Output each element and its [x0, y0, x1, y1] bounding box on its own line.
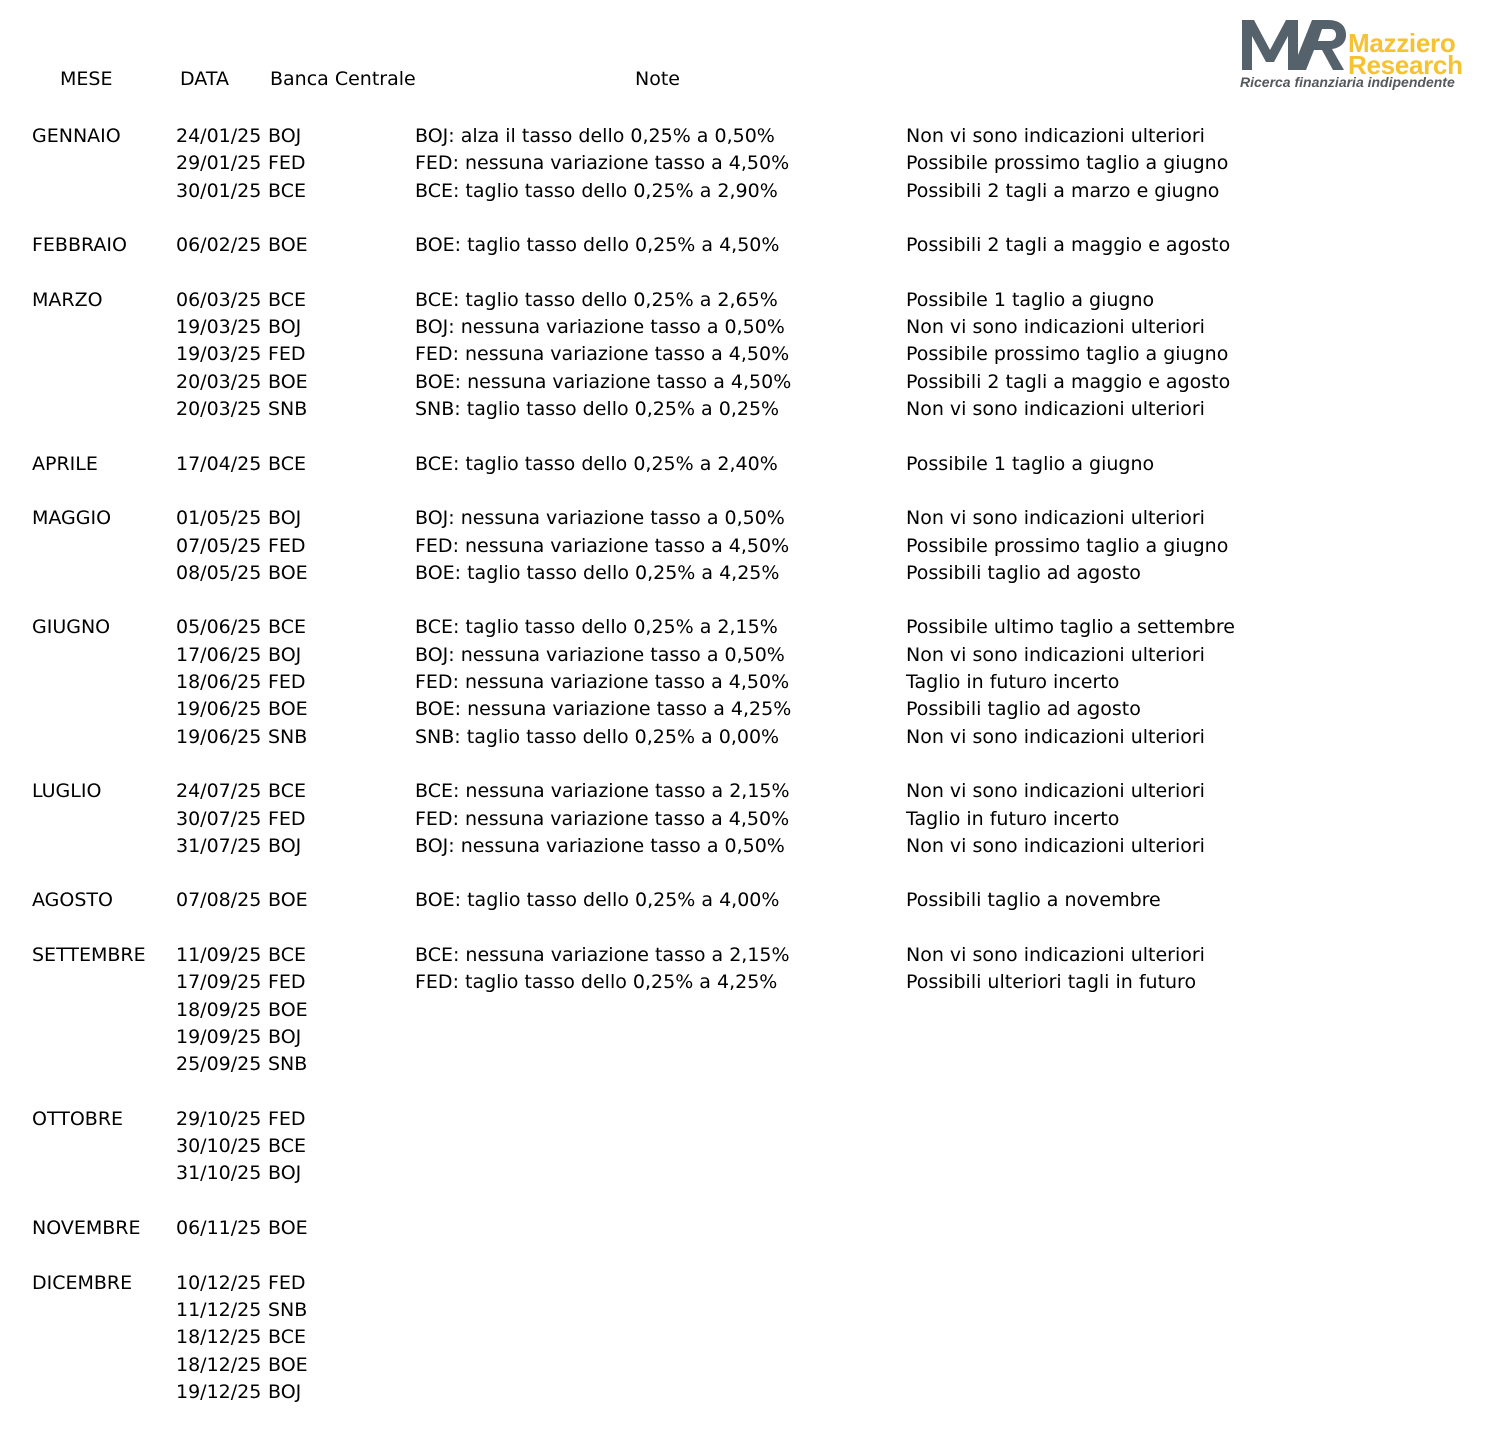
row-date: 18/12/25 — [176, 1326, 262, 1349]
row-date: 17/09/25 — [176, 971, 262, 994]
table-row — [0, 505, 1490, 532]
row-month: AGOSTO — [32, 889, 113, 912]
row-bank: BCE — [268, 1326, 306, 1349]
header-bank: Banca Centrale — [270, 68, 416, 90]
row-bank: FED — [268, 152, 306, 175]
table-row — [0, 150, 1490, 177]
row-outlook: Taglio in futuro incerto — [906, 671, 1120, 693]
row-bank: BCE — [268, 288, 306, 311]
row-note: BOE: nessuna variazione tasso a 4,50% — [415, 370, 792, 393]
row-bank: BOJ — [268, 643, 302, 666]
row-outlook: Taglio in futuro incerto — [906, 807, 1120, 830]
row-bank: BCE — [268, 1135, 306, 1158]
table-header — [0, 68, 1490, 96]
table-row — [0, 887, 1490, 914]
row-outlook: Non vi sono indicazioni ulteriori — [906, 643, 1205, 666]
row-date: 19/03/25 — [176, 316, 262, 339]
table-row — [0, 669, 1490, 696]
row-bank: BCE — [268, 616, 306, 639]
row-note: SNB: taglio tasso dello 0,25% a 0,00% — [415, 725, 780, 748]
header-date: DATA — [180, 68, 229, 90]
row-note: FED: nessuna variazione tasso a 4,50% — [415, 534, 790, 557]
table-row — [0, 1051, 1490, 1078]
row-outlook: Non vi sono indicazioni ulteriori — [906, 944, 1205, 966]
row-date: 06/02/25 — [176, 234, 262, 257]
table-row — [0, 942, 1490, 969]
row-month: LUGLIO — [32, 780, 102, 803]
row-note: BOJ: nessuna variazione tasso a 0,50% — [415, 507, 785, 530]
row-outlook: Possibili taglio ad agosto — [906, 561, 1141, 584]
row-bank: BOE — [268, 1353, 308, 1376]
row-note: BOJ: nessuna variazione tasso a 0,50% — [415, 643, 785, 666]
table-row — [0, 969, 1490, 996]
row-outlook: Non vi sono indicazioni ulteriori — [906, 316, 1205, 339]
row-date: 01/05/25 — [176, 507, 262, 530]
row-date: 05/06/25 — [176, 616, 262, 639]
table-row — [0, 1106, 1490, 1133]
row-bank: SNB — [268, 1298, 308, 1321]
row-bank: BOJ — [268, 1025, 302, 1048]
row-note: FED: nessuna variazione tasso a 4,50% — [415, 152, 790, 175]
row-date: 11/09/25 — [176, 944, 262, 966]
row-note: BOE: taglio tasso dello 0,25% a 4,50% — [415, 234, 780, 257]
row-date: 31/10/25 — [176, 1162, 262, 1185]
row-date: 18/12/25 — [176, 1353, 262, 1376]
row-bank: BOJ — [268, 125, 302, 147]
row-outlook: Non vi sono indicazioni ulteriori — [906, 398, 1205, 420]
row-date: 18/09/25 — [176, 998, 262, 1021]
table-row — [0, 833, 1490, 860]
row-note: FED: nessuna variazione tasso a 4,50% — [415, 671, 790, 693]
row-date: 29/01/25 — [176, 152, 262, 175]
row-date: 19/09/25 — [176, 1025, 262, 1048]
row-note: BCE: taglio tasso dello 0,25% a 2,40% — [415, 452, 778, 475]
row-note: BCE: nessuna variazione tasso a 2,15% — [415, 944, 790, 966]
row-bank: BOJ — [268, 316, 302, 339]
row-bank: BCE — [268, 944, 306, 966]
row-date: 18/06/25 — [176, 671, 262, 693]
row-date: 19/12/25 — [176, 1380, 262, 1403]
row-note: BOJ: nessuna variazione tasso a 0,50% — [415, 316, 785, 339]
row-outlook: Possibili 2 tagli a maggio e agosto — [906, 370, 1231, 393]
row-date: 20/03/25 — [176, 370, 262, 393]
row-date: 30/10/25 — [176, 1135, 262, 1158]
row-date: 06/03/25 — [176, 288, 262, 311]
row-note: SNB: taglio tasso dello 0,25% a 0,25% — [415, 398, 780, 420]
row-month: DICEMBRE — [32, 1271, 133, 1294]
table-row — [0, 642, 1490, 669]
row-date: 24/01/25 — [176, 125, 262, 147]
row-bank: BOE — [268, 561, 308, 584]
row-bank: FED — [268, 1107, 306, 1130]
table-row — [0, 696, 1490, 723]
row-bank: FED — [268, 534, 306, 557]
row-note: FED: taglio tasso dello 0,25% a 4,25% — [415, 971, 778, 994]
table-row — [0, 396, 1490, 423]
row-date: 19/06/25 — [176, 725, 262, 748]
row-date: 17/06/25 — [176, 643, 262, 666]
row-outlook: Possibili 2 tagli a maggio e agosto — [906, 234, 1231, 257]
table-row — [0, 1160, 1490, 1187]
table-row — [0, 533, 1490, 560]
row-date: 10/12/25 — [176, 1271, 262, 1294]
row-month: GENNAIO — [32, 125, 121, 147]
row-date: 07/05/25 — [176, 534, 262, 557]
table-row — [0, 724, 1490, 751]
table-row — [0, 1270, 1490, 1297]
row-date: 24/07/25 — [176, 780, 262, 803]
row-date: 19/03/25 — [176, 343, 262, 366]
row-date: 06/11/25 — [176, 1217, 262, 1239]
row-note: FED: nessuna variazione tasso a 4,50% — [415, 807, 790, 830]
row-bank: FED — [268, 1271, 306, 1294]
row-bank: BOE — [268, 1217, 308, 1239]
row-month: MARZO — [32, 288, 103, 311]
row-note: BOE: taglio tasso dello 0,25% a 4,00% — [415, 889, 780, 912]
table-row — [0, 1133, 1490, 1160]
row-date: 30/01/25 — [176, 179, 262, 202]
row-bank: BOJ — [268, 1162, 302, 1185]
row-outlook: Possibile 1 taglio a giugno — [906, 288, 1155, 311]
row-note: BCE: taglio tasso dello 0,25% a 2,90% — [415, 179, 778, 202]
row-bank: FED — [268, 343, 306, 366]
row-month: FEBBRAIO — [32, 234, 127, 257]
logo-tagline: Ricerca finanziaria indipendente — [1240, 74, 1455, 90]
row-month: SETTEMBRE — [32, 944, 146, 966]
row-bank: BOE — [268, 889, 308, 912]
header-note: Note — [635, 68, 680, 90]
row-note: BCE: taglio tasso dello 0,25% a 2,65% — [415, 288, 778, 311]
row-outlook: Non vi sono indicazioni ulteriori — [906, 834, 1205, 857]
table-row — [0, 778, 1490, 805]
row-outlook: Possibile ultimo taglio a settembre — [906, 616, 1235, 639]
row-outlook: Possibile prossimo taglio a giugno — [906, 343, 1229, 366]
table-row — [0, 1297, 1490, 1324]
row-date: 17/04/25 — [176, 452, 262, 475]
row-date: 29/10/25 — [176, 1107, 262, 1130]
logo-word-research: Research — [1348, 50, 1463, 80]
table-row — [0, 1024, 1490, 1051]
table-row — [0, 997, 1490, 1024]
row-outlook: Possibile prossimo taglio a giugno — [906, 152, 1229, 175]
row-date: 31/07/25 — [176, 834, 262, 857]
row-date: 25/09/25 — [176, 1053, 262, 1076]
table-row — [0, 560, 1490, 587]
row-bank: BOE — [268, 698, 308, 721]
mr-monogram-icon — [1240, 14, 1348, 72]
row-bank: SNB — [268, 398, 308, 420]
row-outlook: Possibili ulteriori tagli in futuro — [906, 971, 1197, 994]
row-month: OTTOBRE — [32, 1107, 124, 1130]
table-row — [0, 1215, 1490, 1242]
table-row — [0, 614, 1490, 641]
row-bank: BOJ — [268, 834, 302, 857]
row-month: GIUGNO — [32, 616, 111, 639]
table-row — [0, 314, 1490, 341]
row-date: 19/06/25 — [176, 698, 262, 721]
row-date: 08/05/25 — [176, 561, 262, 584]
row-month: NOVEMBRE — [32, 1217, 141, 1239]
table-row — [0, 806, 1490, 833]
row-outlook: Possibili 2 tagli a marzo e giugno — [906, 179, 1220, 202]
row-bank: FED — [268, 971, 306, 994]
row-bank: BOE — [268, 998, 308, 1021]
table-row — [0, 369, 1490, 396]
table-row — [0, 341, 1490, 368]
row-note: FED: nessuna variazione tasso a 4,50% — [415, 343, 790, 366]
row-bank: BCE — [268, 179, 306, 202]
row-outlook: Possibile prossimo taglio a giugno — [906, 534, 1229, 557]
row-note: BOE: nessuna variazione tasso a 4,25% — [415, 698, 792, 721]
table-row — [0, 1352, 1490, 1379]
row-month: MAGGIO — [32, 507, 112, 530]
row-bank: FED — [268, 807, 306, 830]
row-outlook: Non vi sono indicazioni ulteriori — [906, 780, 1205, 803]
row-bank: SNB — [268, 725, 308, 748]
table-row — [0, 451, 1490, 478]
row-outlook: Non vi sono indicazioni ulteriori — [906, 725, 1205, 748]
row-outlook: Possibili taglio ad agosto — [906, 698, 1141, 721]
table-row — [0, 1379, 1490, 1406]
row-note: BCE: taglio tasso dello 0,25% a 2,15% — [415, 616, 778, 639]
row-date: 20/03/25 — [176, 398, 262, 420]
row-bank: BCE — [268, 780, 306, 803]
row-note: BOE: taglio tasso dello 0,25% a 4,25% — [415, 561, 780, 584]
row-note: BOJ: nessuna variazione tasso a 0,50% — [415, 834, 785, 857]
header-month: MESE — [60, 68, 113, 90]
row-outlook: Non vi sono indicazioni ulteriori — [906, 125, 1205, 147]
row-outlook: Possibili taglio a novembre — [906, 889, 1161, 912]
row-date: 11/12/25 — [176, 1298, 262, 1321]
table-row — [0, 287, 1490, 314]
row-note: BCE: nessuna variazione tasso a 2,15% — [415, 780, 790, 803]
row-bank: FED — [268, 671, 306, 693]
row-bank: BCE — [268, 452, 306, 475]
row-outlook: Possibile 1 taglio a giugno — [906, 452, 1155, 475]
row-bank: BOE — [268, 234, 308, 257]
row-bank: SNB — [268, 1053, 308, 1076]
row-date: 07/08/25 — [176, 889, 262, 912]
row-bank: BOJ — [268, 1380, 302, 1403]
logo-word-mazziero: Mazziero — [1348, 28, 1456, 58]
table-row — [0, 232, 1490, 259]
row-bank: BOJ — [268, 507, 302, 530]
row-date: 30/07/25 — [176, 807, 262, 830]
row-bank: BOE — [268, 370, 308, 393]
row-month: APRILE — [32, 452, 98, 475]
table-row — [0, 123, 1490, 150]
table-row — [0, 1324, 1490, 1351]
row-outlook: Non vi sono indicazioni ulteriori — [906, 507, 1205, 530]
table-row — [0, 178, 1490, 205]
row-note: BOJ: alza il tasso dello 0,25% a 0,50% — [415, 125, 775, 147]
